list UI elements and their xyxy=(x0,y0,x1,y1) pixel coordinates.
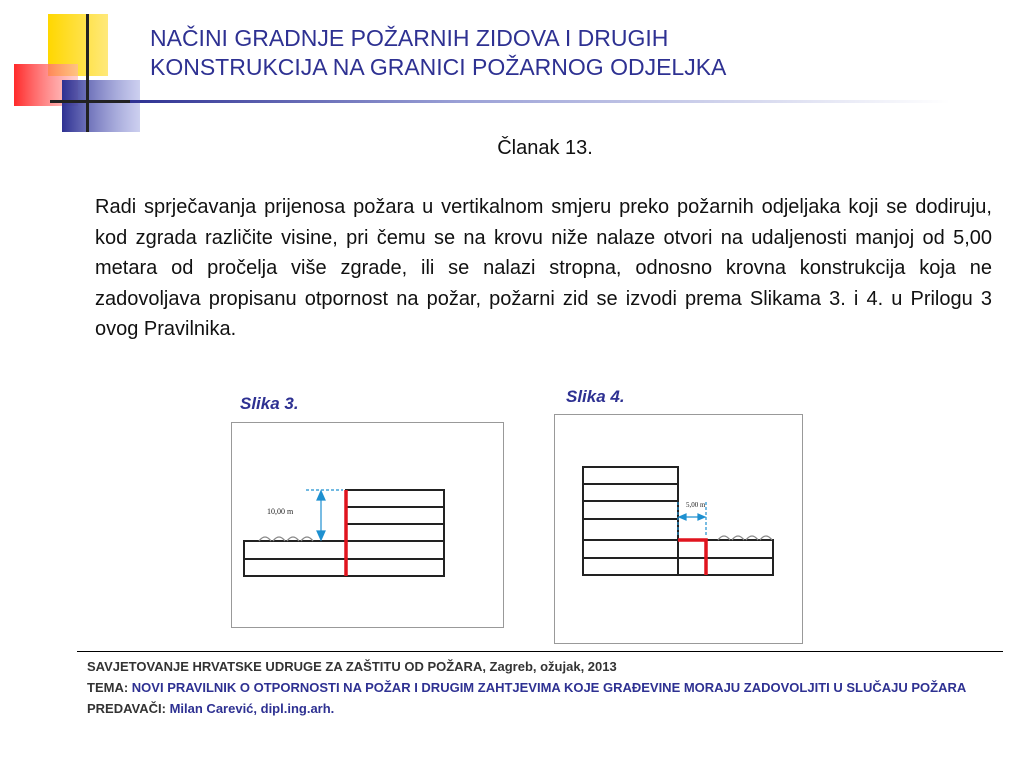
footer-tema-label: TEMA: xyxy=(87,680,129,695)
figure-4-drawing xyxy=(554,414,803,644)
figure-3-label: Slika 3. xyxy=(240,394,299,413)
title-line-1: NAČINI GRADNJE POŽARNIH ZIDOVA I DRUGIH xyxy=(150,25,669,51)
article-paragraph: Radi sprječavanja prijenosa požara u vertikalnom smjeru preko požarnih odjeljaka koji se dodiruju, kod zgrada različite visine, pri čemu se na krovu niže nalaze otvori na udaljenosti manjoj od 5,00 metara od pročelja više zgrade, ili se nalazi stropna, odnosno krovna konstrukcija koja ne zadovoljava propisanu otpornost na požar, požarni zid se izvodi prema Slikama 3. i 4. u Prilogu 3 ovog Pravilnika. xyxy=(95,196,992,340)
footer-tema-value: NOVI PRAVILNIK O OTPORNOSTI NA POŽAR I DRUGIM ZAHTJEVIMA KOJE GRAĐEVINE MORAJU ZADOVOLJITI U SLUČAJU POŽARA xyxy=(131,680,967,695)
footer-divider xyxy=(77,651,1003,652)
footer-predavaci-value: Milan Carević, dipl.ing.arh. xyxy=(169,701,335,716)
figure-4-label: Slika 4. xyxy=(566,387,625,406)
footer-conference: SAVJETOVANJE HRVATSKE UDRUGE ZA ZAŠTITU OD POŽARA, Zagreb, ožujak, 2013 xyxy=(87,659,617,674)
title-underline xyxy=(130,100,950,103)
footer-predavaci-label: PREDAVAČI: xyxy=(87,701,166,716)
figure-4-dimension: 5,00 m xyxy=(686,501,706,509)
figure-3-drawing xyxy=(231,422,504,628)
title-line-2: KONSTRUKCIJA NA GRANICI POŽARNOG ODJELJKA xyxy=(150,54,727,80)
figure-3-dimension: 10,00 m xyxy=(267,507,294,516)
page-title xyxy=(150,24,990,82)
footer xyxy=(87,657,987,720)
article-heading: Članak 13. xyxy=(497,137,593,159)
decorative-logo xyxy=(0,0,150,140)
